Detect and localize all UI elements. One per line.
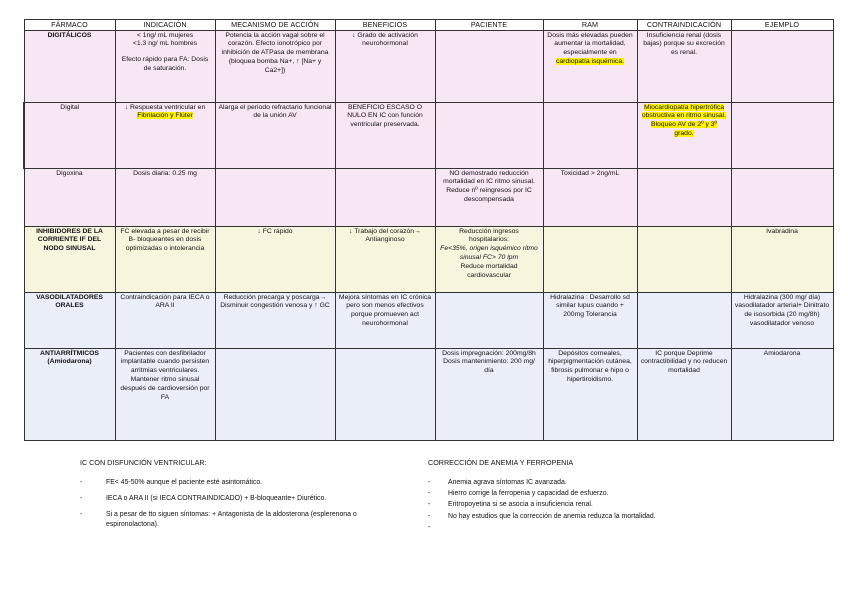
header-indicacion: INDICACIÓN	[115, 20, 215, 31]
notes-list	[428, 478, 758, 521]
cell-farmaco: VASODILATADORES ORALES	[24, 292, 115, 348]
table-row-inhibidores	[24, 226, 833, 292]
cell-paciente	[435, 30, 543, 102]
header-farmaco: FÁRMACO	[24, 20, 115, 31]
cell-paciente	[435, 292, 543, 348]
cell-ejemplo	[731, 30, 833, 102]
table-row-digoxina	[24, 168, 833, 226]
cell-beneficios: ↓ Grado de activación neurohormonal	[335, 30, 435, 102]
cell-contraindicacion	[637, 292, 731, 348]
cell-indicacion	[115, 102, 215, 168]
cell-ejemplo: Ivabradina	[731, 226, 833, 292]
cell-contraindicacion	[637, 168, 731, 226]
cell-beneficios: Mejora síntomas en IC crónica pero son menos efectivos porque promueven act neurohormonal	[335, 292, 435, 348]
cell-ejemplo	[731, 168, 833, 226]
cell-mecanismo: Reducción precarga y poscarga→ Disminuir congestión venosa y ↑ GC	[215, 292, 335, 348]
cell-contraindicacion	[637, 226, 731, 292]
cell-farmaco: ANTIARRÍTMICOS (Amiodarona)	[24, 348, 115, 440]
paciente-line: Reduce mortalidad cardiovascular	[460, 263, 518, 280]
cell-contraindicacion: Insuficiencia renal (dosis bajas) porque su excreción es renal.	[637, 30, 731, 102]
cell-indicacion: Pacientes con desfibrilador implantable cuando persisten arritmias ventriculares. Mantener ritmo sinusal después de cardioversión por FA	[115, 348, 215, 440]
notes-list	[80, 478, 380, 529]
cell-ram	[543, 102, 637, 168]
list-item: - Hierro corrige la ferropenia y capacidad de esfuerzo.	[428, 489, 758, 498]
paciente-line: Reducción ingresos hospitalarios:	[459, 227, 519, 244]
cell-ram: Hidralazina : Desarrollo sd similar lupus cuando + 200mg Tolerancia	[543, 292, 637, 348]
header-mecanismo: MECANISMO DE ACCIÓN	[215, 20, 335, 31]
indicacion-text: ↓ Respuesta ventricular en	[124, 103, 206, 111]
cell-mecanismo: ↓ FC rápido	[215, 226, 335, 292]
table-row-digitalicos	[24, 30, 833, 102]
list-item: - FE< 45-50% aunque el paciente esté asintomático.	[80, 478, 380, 487]
cell-ram	[543, 30, 637, 102]
cell-farmaco: INHIBIDORES DE LA CORRIENTE IF DEL NODO SINUSAL	[24, 226, 115, 292]
cell-mecanismo	[215, 168, 335, 226]
list-item: - IECA o ARA II (si IECA CONTRAINDICADO) + B-bloqueante+ Diurético.	[80, 494, 380, 503]
cell-paciente: Dosis impregnación: 200mg/8h Dosis mantenimiento: 200 mg/ día	[435, 348, 543, 440]
list-item: - Si a pesar de tto siguen síntomas: + Antagonista de la aldosterona (esplerenona o espironolactona).	[80, 510, 380, 529]
notes-ic-disfuncion	[80, 458, 380, 536]
cell-beneficios	[335, 168, 435, 226]
header-ejemplo: EJEMPLO	[731, 20, 833, 31]
indicacion-line: Efecto rápido para FA: Dosis de saturación.	[121, 56, 209, 73]
indicacion-line: < 1ng/ mL mujeres	[136, 31, 194, 39]
cell-paciente: NO demostrado reducción mortalidad en IC ritmo sinusal. Reduce nº reingresos por IC descompensada	[435, 168, 543, 226]
notes-anemia-ferropenia	[428, 458, 758, 523]
header-paciente: PACIENTE	[435, 20, 543, 31]
cell-contraindicacion	[637, 102, 731, 168]
cell-paciente	[435, 226, 543, 292]
cell-contraindicacion: IC porque Deprime contractibilidad y no reducen mortalidad	[637, 348, 731, 440]
list-item: - Anemia agrava síntomas IC avanzada.	[428, 478, 758, 487]
cell-ejemplo	[731, 102, 833, 168]
list-item: - No hay estudios que la corrección de anemia reduzca la mortalidad.	[428, 512, 758, 521]
cell-paciente	[435, 102, 543, 168]
cell-mecanismo	[215, 348, 335, 440]
cell-indicacion: Contraindicación para IECA o ARA II	[115, 292, 215, 348]
cell-ram	[543, 226, 637, 292]
cell-farmaco: Digoxina	[24, 168, 115, 226]
drug-table	[23, 19, 834, 441]
cell-indicacion: Dosis diaria: 0.25 mg	[115, 168, 215, 226]
header-ram: RAM	[543, 20, 637, 31]
list-item: - Eritropoyetina si se asocia a insuficiencia renal.	[428, 500, 758, 509]
ram-highlight: cardiopatía isquémica.	[555, 58, 624, 66]
cell-beneficios: BENEFICIO ESCASO O NULO EN IC con función ventricular preservada.	[335, 102, 435, 168]
notes-title: CORRECCIÓN DE ANEMIA Y FERROPENIA	[428, 458, 574, 467]
cell-ejemplo: Amiodarona	[731, 348, 833, 440]
cell-mecanismo: Alarga el periodo refractario funcional de la unión AV	[215, 102, 335, 168]
cell-ejemplo: Hidralazina (300 mg/ día) vasodilatador arterial+ Dinitrato de isosorbida (20 mg/8h) vasodilatador venoso	[731, 292, 833, 348]
header-contraindicacion: CONTRAINDICACIÓN	[637, 20, 731, 31]
table-row-digital	[24, 102, 833, 168]
indicacion-line: <1.3 ng/ mL hombres	[132, 40, 198, 48]
cell-ram: Depósitos corneales, hiperpigmentación cutánea, fibrosis pulmonar e hipo o hipertiroidismo.	[543, 348, 637, 440]
paciente-line-italic: Fe<35%, origen isquémico ritmo sinusal FC> 70 lpm	[440, 245, 538, 262]
notes-title: IC CON DISFUNCIÓN VENTRICULAR:	[80, 458, 207, 467]
cell-mecanismo: Potencia la acción vagal sobre el corazón. Efecto ionotrópico por inhibición de ATPasa de membrana (bloquea bomba Na+, ↑ [Na+ y Ca2+])	[215, 30, 335, 102]
cell-farmaco: DIGITÁLICOS	[24, 30, 115, 102]
cell-indicacion	[115, 30, 215, 102]
cell-beneficios	[335, 348, 435, 440]
header-beneficios: BENEFICIOS	[335, 20, 435, 31]
cell-beneficios: ↓ Trabajo del corazón→ Antianginoso	[335, 226, 435, 292]
cell-farmaco: Digital	[24, 102, 115, 168]
table-header-row	[24, 20, 833, 31]
cell-indicacion: FC elevada a pesar de recibir B- bloqueantes en dosis optimizadas o intolerancia	[115, 226, 215, 292]
table-row-vasodilatadores	[24, 292, 833, 348]
ram-text: Dosis más elevadas pueden aumentar la mortalidad, especialmente en	[547, 31, 633, 57]
contraindicacion-highlight: Miocardiopatía hipertrófica obstructiva en ritmo sinusal. Bloqueo AV de 2º y 3º grado.	[641, 103, 727, 138]
table-row-antiarritmicos	[24, 348, 833, 440]
indicacion-highlight: Fibrilación y Flúter	[137, 112, 193, 120]
cell-ram: Toxicidad > 2ng/mL	[543, 168, 637, 226]
